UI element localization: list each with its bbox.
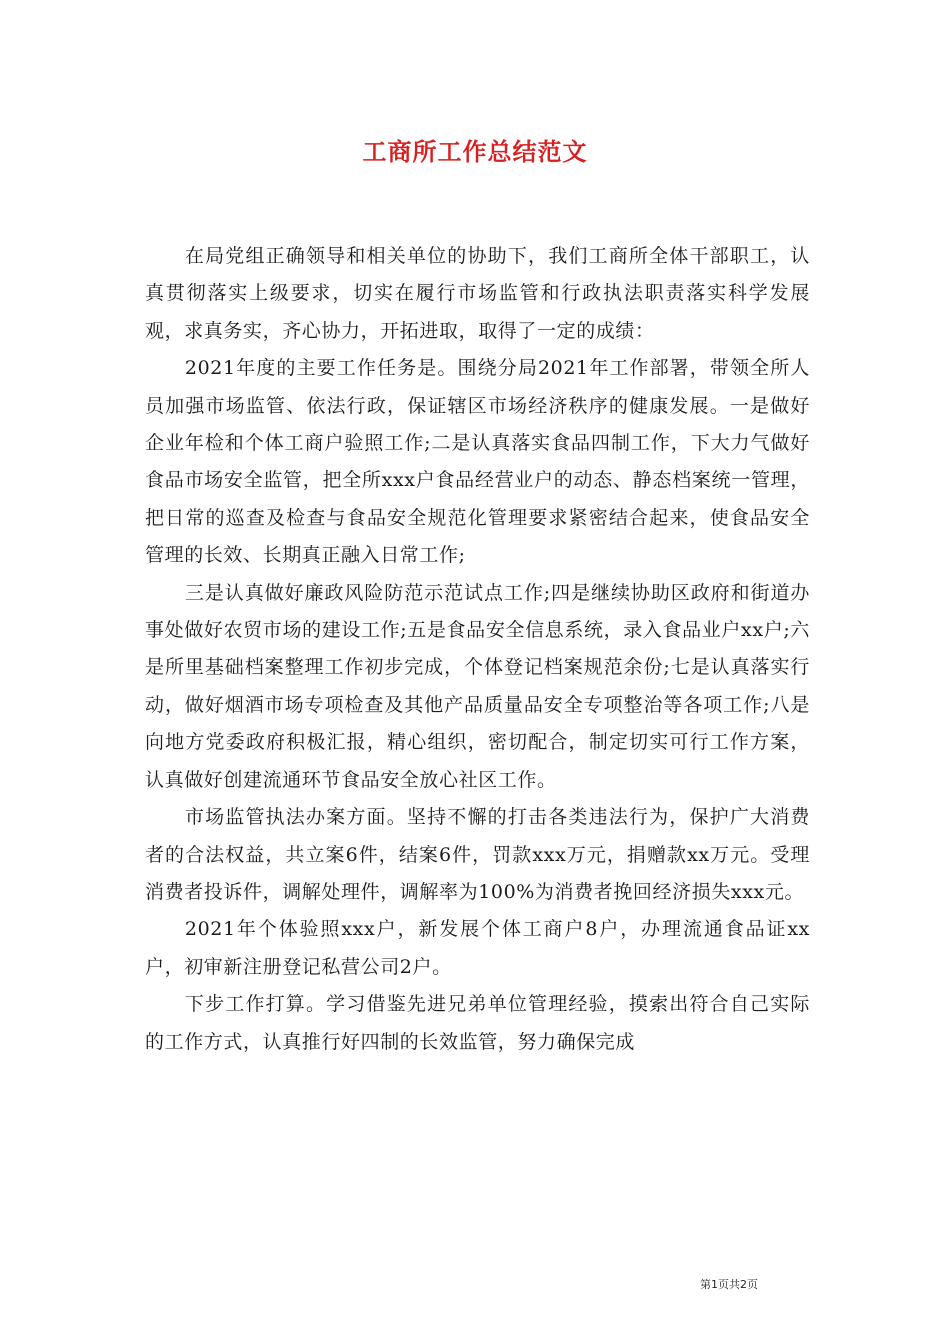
paragraph: 2021年个体验照xxx户，新发展个体工商户8户，办理流通食品证xx户，初审新注册登记私营公司2户。: [145, 918, 810, 978]
document-body: [145, 238, 810, 1061]
page-number-footer: 第1页共2页: [700, 1278, 758, 1291]
paragraph: 2021年度的主要工作任务是。围绕分局2021年工作部署，带领全所人员加强市场监管、依法行政，保证辖区市场经济秩序的健康发展。一是做好企业年检和个体工商户验照工作;二是认真落实食品四制工作，下大力气做好食品市场安全监管，把全所xxx户食品经营业户的动态、静态档案统一管理，把日常的巡查及检查与食品安全规范化管理要求紧密结合起来，使食品安全管理的长效、长期真正融入日常工作;: [145, 357, 810, 567]
paragraph: 下步工作打算。学习借鉴先进兄弟单位管理经验，摸索出符合自己实际的工作方式，认真推行好四制的长效监管，努力确保完成: [145, 993, 810, 1053]
document-title: 工商所工作总结范文: [362, 138, 588, 166]
paragraph: 三是认真做好廉政风险防范示范试点工作;四是继续协助区政府和街道办事处做好农贸市场的建设工作;五是食品安全信息系统，录入食品业户xx户;六是所里基础档案整理工作初步完成，个体登记档案规范余份;七是认真落实行动，做好烟酒市场专项检查及其他产品质量品安全专项整治等各项工作;八是向地方党委政府积极汇报，精心组织，密切配合，制定切实可行工作方案，认真做好创建流通环节食品安全放心社区工作。: [145, 581, 810, 791]
paragraph: 市场监管执法办案方面。坚持不懈的打击各类违法行为，保护广大消费者的合法权益，共立案6件，结案6件，罚款xxx万元，捐赠款xx万元。受理消费者投诉件，调解处理件，调解率为100%为消费者挽回经济损失xxx元。: [145, 806, 810, 903]
paragraph: 在局党组正确领导和相关单位的协助下，我们工商所全体干部职工，认真贯彻落实上级要求，切实在履行市场监管和行政执法职责落实科学发展观，求真务实，齐心协力，开拓进取，取得了一定的成绩：: [145, 245, 810, 342]
